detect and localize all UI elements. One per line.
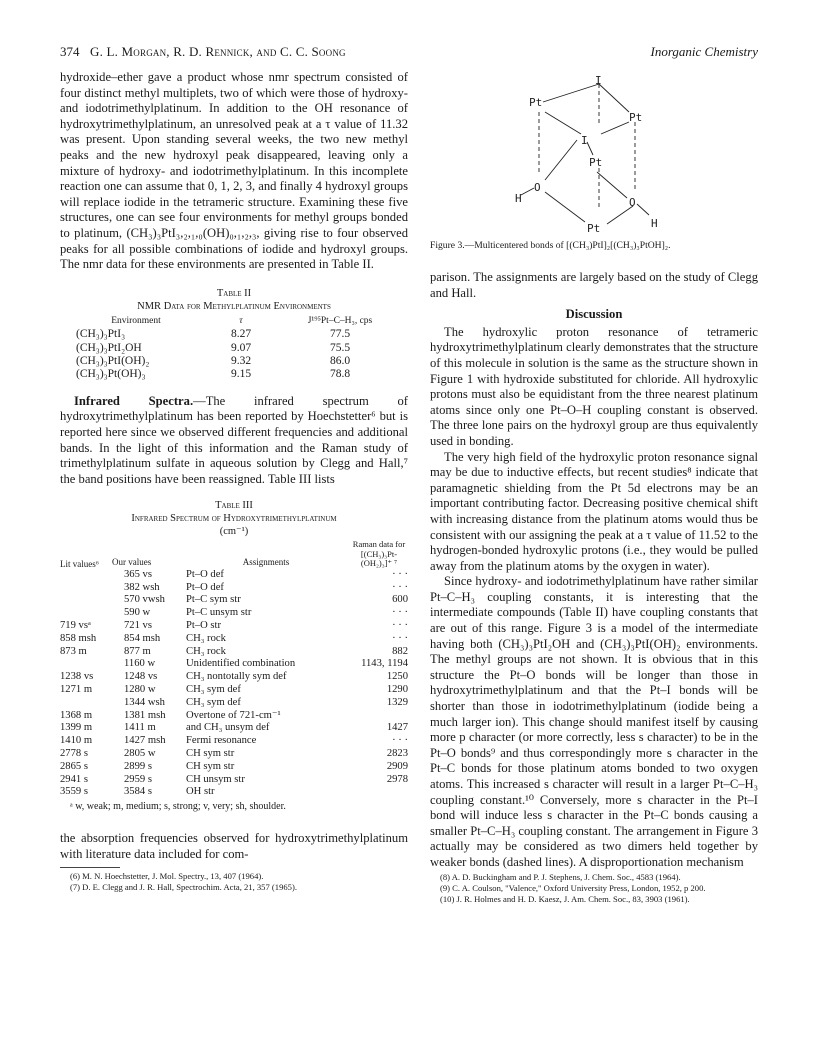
- table-ii-header-tau: τ: [239, 315, 243, 326]
- fig-label-h-left: H: [515, 192, 522, 205]
- table-cell-assign: Pt–O def: [186, 568, 224, 580]
- table-row: [60, 620, 408, 633]
- table-cell-lit: 2865 s: [60, 760, 88, 772]
- table-cell-raman: 600: [392, 594, 408, 606]
- table-row: [76, 328, 394, 341]
- figure-3-caption: Figure 3.—Multicentered bonds of [(CH₃)PtI]₂[(CH₃)₃PtOH]₂.: [430, 240, 671, 251]
- table-cell-assign: CH unsym str: [186, 773, 245, 785]
- table-cell-tau: 9.32: [230, 354, 252, 367]
- footnote-divider: [60, 867, 120, 868]
- table-cell-lit: 873 m: [60, 645, 87, 657]
- table-iii-title: Infrared Spectrum of Hydroxytrimethylplatinum: [131, 513, 337, 525]
- table-cell-raman: · · ·: [392, 568, 408, 580]
- body-paragraph: The very high field of the hydroxylic proton resonance signal may be due to inductive effects, but recent studies⁸ indicate that paramagnetic shielding from the Pt 5d electrons may be an important contributing factor. Decreasing positive chemical shift with increasing distance from the platinum atoms would thus be consistent with our assigning the peak at a τ value of 11.52 to the hydrogen-bonded hydroxylic protons (i.e., they would be pulled away from the platinum atoms by the oxygen in water).: [430, 449, 758, 573]
- table-cell-assign: CH sym str: [186, 760, 235, 772]
- table-cell-env: (CH₃)₃PtI₂OH: [76, 341, 142, 354]
- table-cell-ours: 570 vwsh: [124, 594, 165, 606]
- table-cell-ours: 590 w: [124, 607, 151, 619]
- table-iii-label: Table III: [215, 500, 253, 512]
- table-cell-ours: 2899 s: [124, 760, 152, 772]
- table-cell-ours: 382 wsh: [124, 581, 160, 593]
- table-cell-ours: 365 vs: [124, 568, 152, 580]
- footnote-8: (8) A. D. Buckingham and P. J. Stephens, J. Chem. Soc., 4583 (1964).: [440, 871, 681, 882]
- table-cell-assign: CH₃ rock: [186, 632, 226, 644]
- table-cell-lit: 2778 s: [60, 747, 88, 759]
- table-cell-env: (CH₃)₃PtI(OH)₂: [76, 354, 150, 367]
- table-row: [76, 355, 394, 368]
- table-cell-raman: · · ·: [392, 581, 408, 593]
- table-cell-assign: Pt–O str: [186, 620, 222, 631]
- table-cell-lit: 1399 m: [60, 722, 93, 734]
- table-cell-lit: 719 vsᵃ: [60, 620, 91, 631]
- table-cell-raman: 2823: [386, 747, 408, 759]
- table-cell-lit: [60, 658, 112, 671]
- table-cell-lit: 2941 s: [60, 773, 88, 785]
- table-row: [60, 748, 408, 761]
- table-cell-ours: 1160 w: [124, 658, 156, 670]
- table-row: [60, 594, 408, 607]
- table-cell-ours: 1248 vs: [124, 671, 158, 683]
- table-cell-ours: 1280 w: [124, 683, 156, 695]
- table-cell-raman: 1427: [386, 722, 408, 734]
- table-ii-label: Table II: [216, 287, 252, 299]
- table-row: [60, 646, 408, 659]
- table-cell-ours: 854 msh: [124, 632, 161, 644]
- section-heading-infrared: Infrared Spectra.: [74, 393, 194, 408]
- table-cell-ours: 2805 w: [124, 747, 156, 759]
- table-row: [76, 368, 394, 381]
- table-cell-assign: Fermi resonance: [186, 735, 257, 747]
- fig-label-h-right: H: [651, 217, 658, 230]
- table-row: [60, 569, 408, 582]
- table-cell-assign: and CH₃ unsym def: [186, 722, 270, 734]
- table-cell-assign: Pt–C unsym str: [186, 607, 252, 619]
- table-cell-env: (CH₃)₃PtI₃: [76, 328, 126, 341]
- table-row: [60, 761, 408, 774]
- fig-label-i-top: I: [595, 74, 602, 87]
- table-cell-ours: 1381 msh: [124, 709, 166, 721]
- table-cell-assign: OH str: [186, 786, 215, 798]
- table-iii-header-assign: Assignments: [242, 557, 290, 568]
- table-row: [76, 342, 394, 355]
- table-cell-assign: Pt–O def: [186, 581, 224, 593]
- body-paragraph: parison. The assignments are largely based on the study of Clegg and Hall.: [430, 270, 758, 300]
- fig-label-pt-left: Pt: [529, 96, 543, 109]
- body-paragraph: hydroxide–ether gave a product whose nmr spectrum consisted of four distinct methyl multiplets, two of which were those of hydroxy- and iodotrimethylplatinum. In addition to the OH resonance of hydroxytrimethylplatinum, an unresolved peak at a τ value of 11.32 was present. Upon standing several weeks, the two new methyl peaks and the new hydroxyl peak disappeared, leaving only a mixture of hydroxy- and iodotrimethylplatinum. In this incomplete reaction one can assume that 0, 1, 2, 3, and finally 4 hydroxyl groups will replace iodide in the tetrameric structure. Examining these five structures, one can see four environments for methyl groups bonded to platinum, (CH₃)₃PtI₃,₂,₁,₀(OH)₀,₁,₂,₃, giving rise to four observed peaks for all possible combinations of iodide and hydroxyl groups. The nmr data for these environments are presented in Table II.: [60, 70, 408, 272]
- body-paragraph: Since hydroxy- and iodotrimethylplatinum have rather similar Pt–C–H₃ coupling constants, it is interesting that the intermediate compounds (Table II) have coupling constants that are out of this range. Figure 3 is a model of the intermediate having both (CH₃)₃PtI₂OH and (CH₃)₃PtI(OH)₂ environments. The methyl groups are not shown. It is obvious that in this structure the Pt–O bonds will be longer than those in hydroxytrimethylplatinum and that the Pt–I bonds will be shorter than those in iodotrimethylplatinum (iodide being a much larger ion). This change should manifest itself by causing more p character (or more correctly, less s character) to be in the Pt–O bonds⁹ and thus correspondingly more s character in the Pt–C bonds for those platinum atoms bonded to two oxygen atoms. This increased s character will result in a larger Pt–C–H₃ coupling constant.¹⁰ Conversely, more s character in the Pt–I bond will induce less s character in the Pt–C bonds causing a smaller Pt–C–H₃ coupling constant. The arrangement in Figure 3 actually may be considered as two dimers held together by weaker bonds (dashed lines). A disproportionation mechanism: [430, 574, 758, 869]
- fig-label-o-left: O: [534, 181, 541, 194]
- table-cell-raman: · · ·: [392, 607, 408, 619]
- table-cell-assign: CH₃ nontotally sym def: [186, 671, 287, 683]
- table-cell-raman: 1250: [386, 671, 408, 683]
- table-cell-lit: 1368 m: [60, 709, 93, 721]
- table-cell-assign: CH₃ rock: [186, 645, 226, 657]
- table-row: [60, 735, 408, 748]
- table-cell-tau: 9.07: [230, 341, 252, 354]
- table-cell-j: 86.0: [329, 354, 351, 367]
- table-ii-header-j: J¹⁹⁵Pt–C–H₃, cps: [307, 315, 373, 326]
- table-cell-assign: Pt–C sym str: [186, 594, 241, 606]
- table-cell-j: 77.5: [329, 328, 351, 341]
- table-cell-raman: · · ·: [392, 632, 408, 644]
- fig-label-pt-right: Pt: [629, 111, 643, 124]
- table-cell-raman: 882: [392, 645, 408, 657]
- fig-label-pt-center: Pt: [589, 156, 603, 169]
- table-cell-raman: 1290: [386, 683, 408, 695]
- table-cell-raman: [350, 710, 408, 723]
- body-paragraph: The hydroxylic proton resonance of tetrameric hydroxytrimethylplatinum clearly demonstrates that the structure of this molecule in solution is the same as the structure shown in Figure 1 with hydroxide substituted for chloride. All hydroxylic protons must also be equidistant from the three nearest platinum atoms since only one Pt–O–H coupling constant is observed. The three lone pairs on the hydroxyl group are thus equivalently used in bonding.: [430, 324, 758, 448]
- table-cell-tau: 8.27: [230, 328, 252, 341]
- footnote-10: (10) J. R. Holmes and H. D. Kaesz, J. Am. Chem. Soc., 83, 3903 (1961).: [440, 893, 690, 904]
- table-iii-header-ours: Our values: [112, 557, 152, 568]
- body-paragraph: the absorption frequencies observed for hydroxytrimethylplatinum with literature data included for com-: [60, 831, 408, 861]
- table-row: [60, 786, 408, 799]
- table-row: [60, 710, 408, 723]
- table-cell-lit: 1238 vs: [60, 671, 94, 683]
- table-row: [60, 671, 408, 684]
- table-cell-j: 78.8: [329, 368, 351, 381]
- table-row: [60, 658, 408, 671]
- table-row: [60, 633, 408, 646]
- running-head-authors: G. L. Morgan, R. D. Rennick, and C. C. Soong: [90, 44, 346, 59]
- table-cell-raman: [350, 786, 408, 799]
- table-cell-assign: CH₃ sym def: [186, 696, 241, 708]
- section-heading-discussion: Discussion: [565, 307, 623, 322]
- table-cell-lit: [60, 582, 112, 595]
- table-cell-ours: 1344 wsh: [124, 696, 165, 708]
- table-row: [60, 684, 408, 697]
- table-cell-raman: 1329: [386, 696, 408, 708]
- table-cell-ours: 1411 m: [124, 722, 156, 734]
- table-cell-ours: 2959 s: [124, 773, 152, 785]
- table-row: [60, 697, 408, 710]
- table-cell-raman: · · ·: [392, 735, 408, 747]
- body-paragraph: [60, 394, 408, 488]
- table-iii-grid: [60, 540, 408, 799]
- table-cell-raman: 1143, 1194: [361, 658, 408, 670]
- table-ii-title: NMR Data for Methylplatinum Environments: [137, 300, 331, 312]
- table-iii-footnote: ᵃ w, weak; m, medium; s, strong; v, very; sh, shoulder.: [70, 801, 286, 813]
- table-iii-header-lit: Lit values⁶: [60, 558, 99, 569]
- table-cell-ours: 3584 s: [124, 786, 152, 798]
- table-cell-raman: 2978: [386, 773, 408, 785]
- table-cell-lit: [60, 594, 112, 607]
- footnote-7: (7) D. E. Clegg and J. R. Hall, Spectrochim. Acta, 21, 357 (1965).: [70, 882, 297, 893]
- table-cell-lit: 3559 s: [60, 786, 88, 798]
- table-cell-assign: CH sym str: [186, 747, 235, 759]
- page-number: 374: [60, 44, 80, 59]
- footnote-6: (6) M. N. Hoechstetter, J. Mol. Spectry., 13, 407 (1964).: [70, 871, 264, 882]
- right-column: [430, 240, 758, 905]
- table-cell-lit: 1410 m: [60, 735, 93, 747]
- table-cell-tau: 9.15: [230, 368, 252, 381]
- left-column: [60, 70, 408, 893]
- footnote-9: (9) C. A. Coulson, "Valence," Oxford University Press, London, 1952, p 200.: [440, 882, 706, 893]
- table-cell-j: 75.5: [329, 341, 351, 354]
- table-cell-lit: 1271 m: [60, 683, 93, 695]
- figure-3-structure: [515, 72, 695, 242]
- fig-label-i-mid: I: [581, 134, 588, 147]
- table-cell-assign: Unidentified combination: [186, 658, 296, 670]
- table-iii: [60, 499, 408, 813]
- table-cell-ours: 721 vs: [124, 620, 152, 631]
- table-row: [60, 722, 408, 735]
- table-cell-lit: [60, 569, 112, 582]
- table-cell-ours: 1427 msh: [124, 735, 166, 747]
- fig-label-o-right: O: [629, 196, 636, 209]
- table-cell-lit: 858 msh: [60, 632, 97, 644]
- table-iii-unit: (cm⁻¹): [219, 526, 249, 538]
- table-row: [60, 582, 408, 595]
- table-cell-ours: 877 m: [124, 645, 151, 657]
- fig-label-pt-bottom: Pt: [587, 222, 601, 235]
- table-iii-header-raman: Raman data for [(CH₃)₃Pt-(OH₂)₃]⁺ ⁷: [352, 539, 406, 569]
- paragraph-text: —The infrared spectrum of hydroxytrimethylplatinum has been reported by Hoechstetter⁶ but is reported here since we observed different frequencies and additional bands. In the light of this information and the Raman study of trimethylplatinum sulfate in aqueous solution by Clegg and Hall,⁷ the band positions have been reassigned. Table III lists: [60, 393, 408, 486]
- table-ii-grid: [76, 315, 394, 382]
- table-cell-env: (CH₃)₃Pt(OH)₃: [76, 368, 146, 381]
- table-cell-lit: [60, 607, 112, 620]
- table-cell-raman: · · ·: [392, 620, 408, 631]
- table-ii-header-env: Environment: [111, 315, 161, 326]
- table-ii: [60, 287, 408, 382]
- table-cell-raman: 2909: [386, 760, 408, 772]
- table-cell-assign: Overtone of 721-cm⁻¹: [186, 709, 281, 721]
- table-row: [60, 607, 408, 620]
- table-cell-lit: [60, 697, 112, 710]
- table-cell-assign: CH₃ sym def: [186, 683, 241, 695]
- table-row: [60, 774, 408, 787]
- journal-name: Inorganic Chemistry: [650, 44, 758, 59]
